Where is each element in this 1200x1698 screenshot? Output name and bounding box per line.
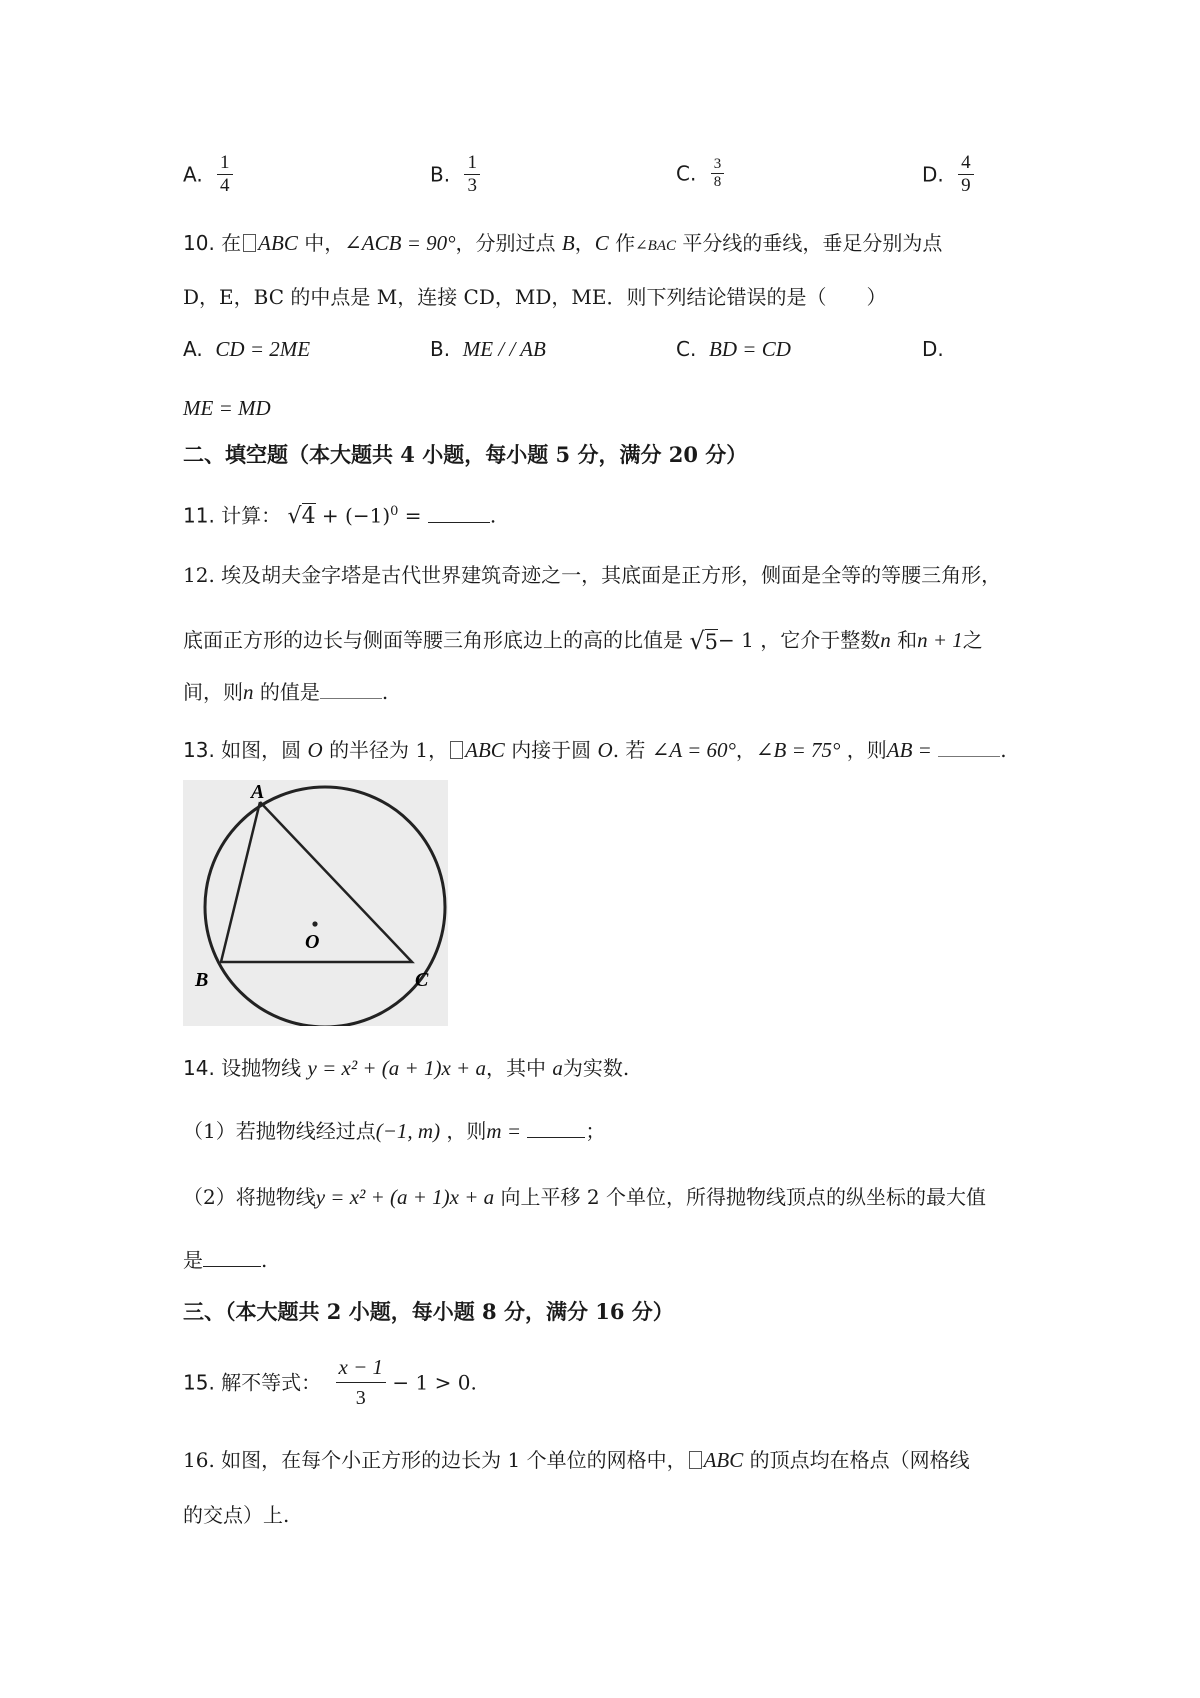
answer-blank[interactable] bbox=[938, 738, 1000, 757]
missing-glyph-icon bbox=[243, 234, 256, 252]
missing-glyph-icon bbox=[689, 1451, 702, 1469]
q10-option-d-expr: ME = MD bbox=[183, 396, 271, 420]
missing-glyph-icon bbox=[450, 741, 463, 759]
circle-triangle-figure bbox=[183, 780, 448, 1026]
q12-line-2: 底面正方形的边长与侧面等腰三角形底边上的高的比值是 √5− 1 ，它介于整数n 和n + 1之 bbox=[183, 627, 983, 655]
answer-blank[interactable] bbox=[320, 680, 382, 699]
fraction: $\frac{x - 1}{3}$ bbox=[336, 1352, 387, 1413]
q14-part-1: （1）若抛物线经过点(−1, m) ，则m = ； bbox=[183, 1119, 606, 1143]
q13: 13. 如图，圆 O 的半径为 1， ABC 内接于圆 O. 若 ∠A = 60°，∠B = 75° ，则AB = . bbox=[183, 738, 1007, 762]
answer-blank[interactable] bbox=[527, 1119, 585, 1138]
section-2-heading: 二、填空题（本大题共 4 小题，每小题 5 分，满分 20 分） bbox=[183, 442, 748, 467]
option-label: B. bbox=[430, 162, 451, 187]
answer-blank[interactable] bbox=[428, 504, 490, 523]
fraction: $\frac{3}{8}$ bbox=[711, 156, 725, 191]
q10-line-2: D，E，BC 的中点是 M，连接 CD，MD，ME．则下列结论错误的是（ ） bbox=[183, 285, 887, 309]
fraction: $\frac{1}{3}$ bbox=[464, 152, 480, 197]
fraction: $\frac{1}{4}$ bbox=[217, 152, 233, 197]
q16-line-2: 的交点）上. bbox=[183, 1503, 290, 1527]
q11: 11. 计算： $√4 + (-1)^0$ = . bbox=[183, 497, 496, 532]
label-b: B bbox=[195, 969, 209, 991]
label-c: C bbox=[415, 969, 429, 991]
q16-line-1: 16. 如图，在每个小正方形的边长为 1 个单位的网格中， ABC 的顶点均在格点（网格线 bbox=[183, 1448, 970, 1472]
q10-option-c: C. BD = CD bbox=[676, 337, 791, 361]
q9-option-d bbox=[922, 152, 974, 197]
q14: 14. 设抛物线 y = x² + (a + 1)x + a，其中 a为实数. bbox=[183, 1056, 630, 1080]
q9-option-a bbox=[183, 152, 233, 197]
q12-line-3: 间，则n 的值是 . bbox=[183, 680, 389, 704]
q14-part-2: （2）将抛物线y = x² + (a + 1)x + a 向上平移 2 个单位，所得抛物线顶点的纵坐标的最大值 bbox=[183, 1185, 986, 1209]
center-point bbox=[312, 921, 317, 926]
option-label: A. bbox=[183, 162, 203, 187]
q15: 15. 解不等式： $\frac{x - 1}{3}$ − 1 > 0. bbox=[183, 1352, 477, 1413]
q10-option-a: A. CD = 2ME bbox=[183, 337, 311, 361]
q9-option-c bbox=[676, 156, 724, 191]
q10-option-b: B. ME / / AB bbox=[430, 337, 546, 361]
answer-blank[interactable] bbox=[203, 1248, 261, 1267]
q9-option-b bbox=[430, 152, 480, 197]
q12-line-1: 12. 埃及胡夫金字塔是古代世界建筑奇迹之一，其底面是正方形，侧面是全等的等腰三角形， bbox=[183, 563, 1002, 587]
q14-part-2-cont: 是 . bbox=[183, 1248, 268, 1272]
sqrt-symbol: √5 bbox=[689, 627, 719, 655]
option-label: C. bbox=[676, 161, 697, 186]
fraction: $\frac{4}{9}$ bbox=[958, 152, 974, 197]
q10-line-1: 10. 在 ABC 中，∠ACB = 90°，分别过点 B，C 作∠BAC 平分线的垂线，垂足分别为点 bbox=[183, 231, 943, 255]
figure-svg bbox=[183, 780, 448, 1026]
label-o: O bbox=[305, 931, 320, 953]
option-label: D. bbox=[922, 162, 944, 187]
section-3-heading: 三、（本大题共 2 小题，每小题 8 分，满分 16 分） bbox=[183, 1299, 674, 1324]
label-a: A bbox=[251, 781, 265, 803]
q10-option-d: D. bbox=[922, 337, 944, 361]
sqrt-symbol: √4 bbox=[287, 504, 316, 530]
circle-o bbox=[205, 787, 445, 1026]
